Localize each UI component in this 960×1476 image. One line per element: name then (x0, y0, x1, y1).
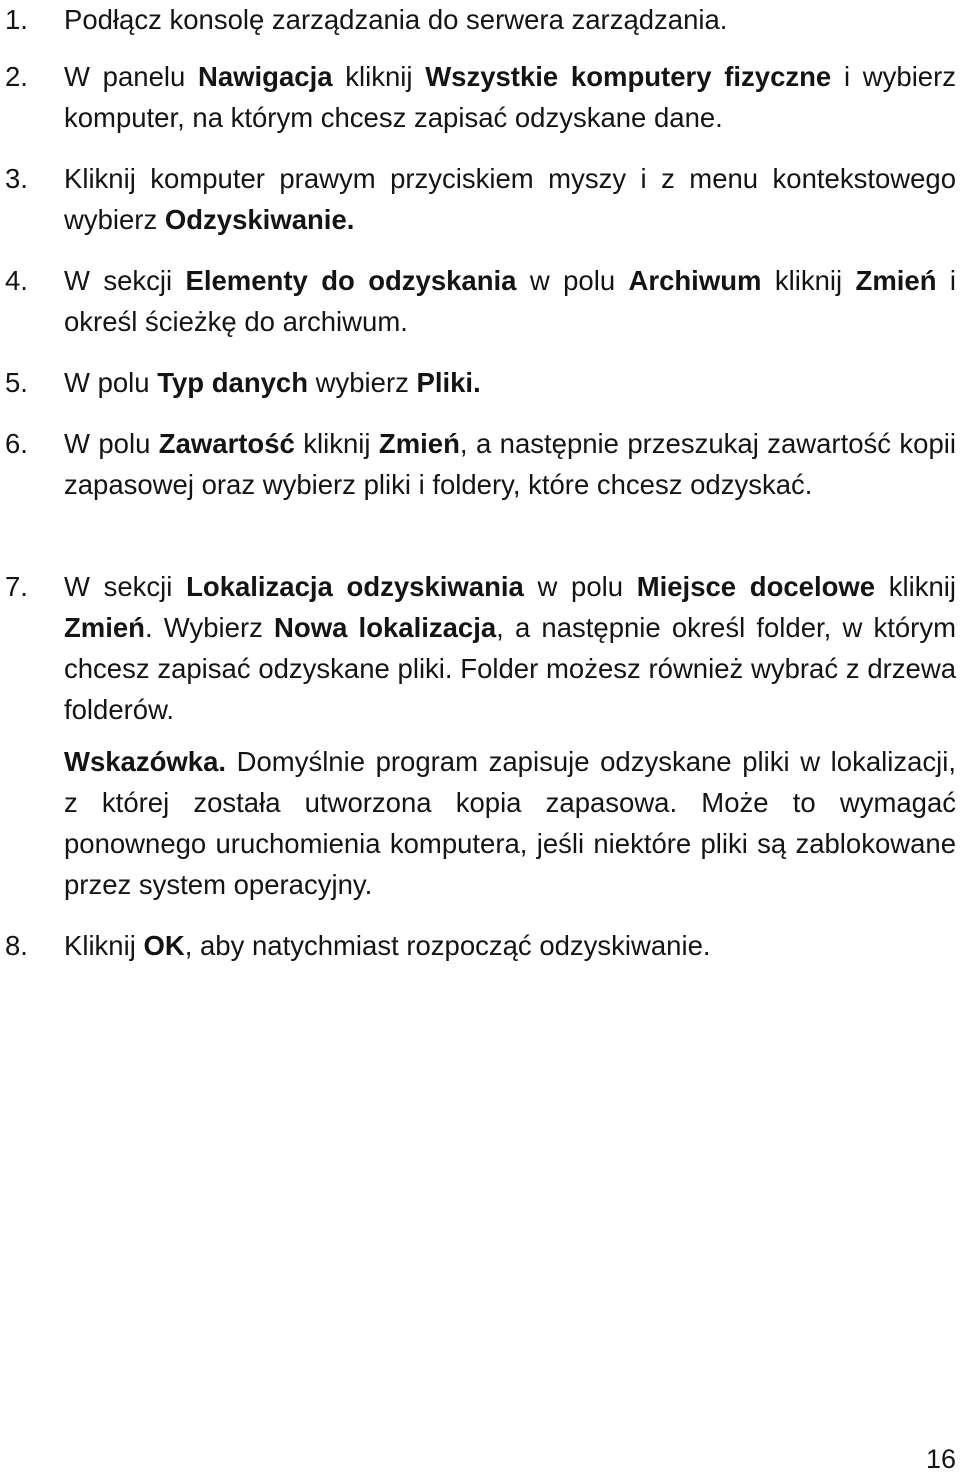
bold-term: OK (143, 930, 185, 961)
text-run: . Wybierz (144, 612, 275, 643)
bold-term: Typ danych (157, 367, 309, 398)
text-run: kliknij (761, 265, 856, 296)
text-run: , a następnie przeszukaj zawartość kopii zapasowej oraz wybierz pliki i foldery, które chcesz odzyskać. (64, 428, 956, 500)
step-number: 6. (5, 428, 28, 459)
text-run: kliknij (294, 428, 379, 459)
text-run: w polu (516, 265, 629, 296)
text-run: W polu (64, 428, 159, 459)
text-run: W sekcji (64, 265, 186, 296)
bold-term: Archiwum (628, 265, 762, 296)
text-run: wybierz (308, 367, 417, 398)
bold-term: Zmień (64, 612, 145, 643)
text-run: W panelu (64, 61, 198, 92)
bold-term: Pliki. (416, 367, 481, 398)
step-text (64, 260, 956, 342)
step-number: 4. (5, 265, 28, 296)
step-number: 7. (5, 571, 28, 602)
step-text (64, 0, 956, 40)
bold-term: Nawigacja (198, 61, 333, 92)
bold-term: Zmień (378, 428, 460, 459)
tip-note (64, 741, 956, 905)
bold-term: Wszystkie komputery fizyczne (425, 61, 832, 92)
text-run: W sekcji (64, 571, 187, 602)
text-run: kliknij (875, 571, 956, 602)
text-run: i wybierz komputer, na którym chcesz zapisać odzyskane dane. (64, 61, 957, 133)
step-number: 3. (5, 163, 28, 194)
text-run: i określ ścieżkę do archiwum. (64, 265, 957, 337)
step-text (64, 566, 956, 730)
step-number: 5. (5, 367, 28, 398)
bold-term: Elementy do odzyskania (185, 265, 517, 296)
step-number: 1. (5, 4, 28, 35)
step-number: 2. (5, 61, 28, 92)
bold-term: Zmień (855, 265, 937, 296)
text-run: w polu (523, 571, 637, 602)
bold-term: Miejsce docelowe (636, 571, 876, 602)
text-run: Podłącz konsolę zarządzania do serwera zarządzania. (64, 4, 728, 35)
tip-text: Domyślnie program zapisuje odzyskane pliki w lokalizacji, z której została utworzona kopia zapasowa. Może to wymagać ponownego uruchomienia komputera, jeśli niektóre pliki są zablokowane przez system operacyjny. (64, 746, 956, 900)
text-run: , aby natychmiast rozpocząć odzyskiwanie. (184, 930, 711, 961)
bold-term: Odzyskiwanie. (164, 204, 355, 235)
step-text (64, 362, 956, 403)
step-text (64, 423, 956, 505)
step-number: 8. (5, 930, 28, 961)
bold-term: Nowa lokalizacja (274, 612, 497, 643)
text-run: Kliknij (64, 930, 144, 961)
text-run: W polu (64, 367, 158, 398)
tip-label: Wskazówka. (64, 746, 227, 777)
step-text (64, 925, 956, 966)
text-run: Kliknij komputer prawym przyciskiem myszy i z menu kontekstowego wybierz (64, 163, 956, 235)
bold-term: Zawartość (158, 428, 295, 459)
text-run: kliknij (332, 61, 426, 92)
page-number: 16 (925, 1444, 956, 1474)
bold-term: Lokalizacja odzyskiwania (186, 571, 524, 602)
step-text (64, 158, 956, 240)
text-run: , a następnie określ folder, w którym chcesz zapisać odzyskane pliki. Folder możesz również wybrać z drzewa folderów. (64, 612, 956, 725)
step-text (64, 56, 956, 138)
